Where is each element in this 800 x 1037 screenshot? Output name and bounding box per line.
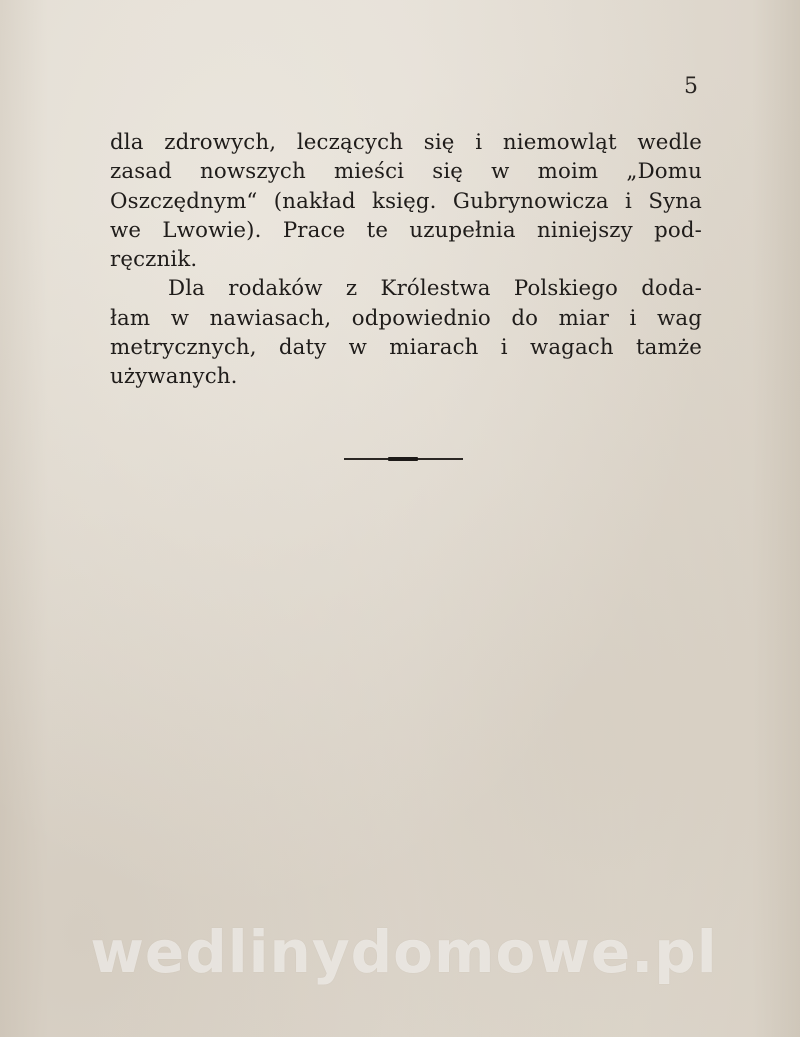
body-text	[110, 128, 702, 392]
text-line: używanych.	[110, 364, 238, 390]
text-line: Oszczędnym“ (nakład księg. Gubrynowicza i Syna	[110, 188, 702, 214]
page-number: 5	[684, 74, 698, 99]
text-line: metrycznych, daty w miarach i wagach tamże	[110, 335, 702, 361]
watermark: wedlinydomowe.pl	[90, 918, 718, 986]
text-line: dla zdrowych, leczących się i niemowląt wedle	[110, 130, 702, 155]
text-line: zasad nowszych mieści się w moim „Domu	[110, 159, 702, 185]
text-line: Dla rodaków z Królestwa Polskiego doda-	[168, 276, 702, 302]
text-line: łam w nawiasach, odpowiednio do miar i wag	[110, 305, 702, 331]
paragraph-2	[110, 274, 702, 391]
section-divider	[344, 456, 463, 462]
text-line: we Lwowie). Prace te uzupełnia niniejszy pod-	[110, 217, 702, 243]
text-line: ręcznik.	[110, 247, 198, 273]
divider-ornament	[388, 457, 418, 461]
paragraph-1	[110, 128, 702, 274]
